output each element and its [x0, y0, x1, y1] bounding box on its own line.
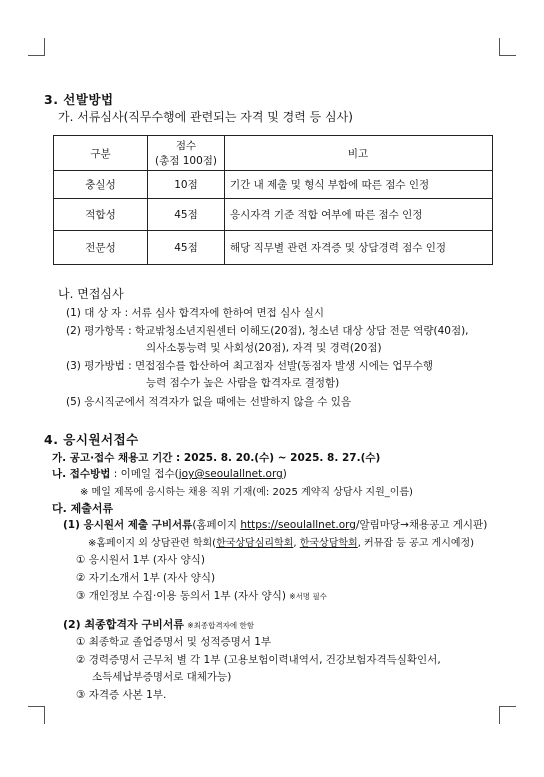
email-subject-note: ※ 메일 제목에 응시하는 채용 직위 기재(예: 2025 계약직 상담사 지원_이름): [80, 487, 413, 498]
final-docs: [63, 616, 254, 632]
row-note: 응시자격 기준 적합 여부에 따른 점수 인정: [225, 199, 493, 231]
submission-method: [52, 466, 287, 481]
table-row: [54, 199, 493, 231]
section-4-title: 4. 응시원서접수: [44, 432, 139, 447]
application-doc-2: ② 자기소개서 1부 (자사 양식): [76, 572, 216, 584]
row-score: 10점: [148, 171, 225, 199]
interview-title: 나. 면접심사: [58, 287, 124, 301]
email-link[interactable]: joy@seoulallnet.org: [178, 468, 283, 480]
section-3-title: 3. 선발방법: [44, 92, 114, 107]
documents-title: 다. 제출서류: [52, 502, 114, 515]
application-docs: [63, 517, 487, 532]
crop-mark-top-left: [44, 38, 45, 56]
application-docs-label: (1) 응시원서 제출 구비서류: [63, 519, 193, 531]
table-header-row: [54, 136, 493, 171]
final-docs-note: ※최종합격자에 한함: [187, 621, 254, 630]
interview-item-2a: (2) 평가항목 : 학교밖청소년지원센터 이해도(20점), 청소년 대상 상담 전문 역량(40점),: [66, 325, 469, 337]
interview-item-5: (5) 응시직군에서 적격자가 없을 때에는 선발하지 않을 수 있음: [66, 396, 352, 408]
interview-item-3a: (3) 평가방법 : 면접점수를 합산하여 최고점자 선발(동점자 발생 시에는 업무수행: [66, 360, 433, 372]
header-score-line1: 점수: [175, 140, 197, 152]
table-row: [54, 231, 493, 265]
final-doc-2a: ② 경력증명서 근무처 별 각 1부 (고용보험이력내역서, 건강보험자격득실확인서,: [76, 654, 441, 666]
submission-method-text: : 이메일 접수(: [110, 468, 179, 480]
crop-mark-bottom-left: [44, 706, 45, 724]
crop-mark-bottom-right: [499, 706, 500, 724]
homepage-suffix: /알림마당→채용공고 게시판): [355, 519, 488, 531]
crop-mark-top-left: [28, 55, 45, 56]
row-score: 45점: [148, 231, 225, 265]
crop-mark-bottom-right: [499, 706, 516, 707]
final-doc-1: ① 최종학교 졸업증명서 및 성적증명서 1부: [76, 636, 272, 648]
row-score: 45점: [148, 199, 225, 231]
application-doc-1: ① 응시원서 1부 (자사 양식): [76, 554, 205, 566]
posting-note-society-2: 한국상담학회: [299, 538, 358, 549]
homepage-link[interactable]: https://seoulallnet.org: [240, 519, 356, 531]
row-category: 충실성: [54, 171, 148, 199]
table-row: [54, 171, 493, 199]
final-docs-label: (2) 최종합격자 구비서류: [63, 618, 185, 631]
crop-mark-top-right: [499, 38, 500, 56]
row-category: 적합성: [54, 199, 148, 231]
signature-required-note: ※서명 필수: [289, 592, 327, 601]
posting-period: 가. 공고·접수 채용고 기간 : 2025. 8. 20.(수) ~ 2025. 8. 27.(수): [52, 452, 381, 464]
posting-note-b: , 커뮤잡 등 공고 게시예정): [357, 538, 475, 549]
submission-method-close: ): [282, 468, 287, 480]
header-score: [148, 136, 225, 171]
row-category: 전문성: [54, 231, 148, 265]
interview-item-1: (1) 대 상 자 : 서류 심사 합격자에 한하여 면접 심사 실시: [66, 307, 324, 319]
crop-mark-bottom-left: [28, 706, 45, 707]
posting-note: [88, 534, 474, 549]
final-doc-3: ③ 자격증 사본 1부.: [76, 689, 167, 701]
header-note: 비고: [225, 136, 493, 171]
posting-note-sep: ,: [293, 538, 300, 549]
criteria-table: [53, 135, 493, 265]
submission-method-label: 나. 접수방법: [52, 468, 111, 480]
row-note: 해당 직무별 관련 자격증 및 상담경력 점수 인정: [225, 231, 493, 265]
application-doc-3: [76, 588, 327, 603]
interview-item-3b: 능력 점수가 높은 사람을 합격자로 결정함): [146, 377, 340, 389]
row-note: 기간 내 제출 및 형식 부합에 따른 점수 인정: [225, 171, 493, 199]
homepage-prefix: (홈페이지: [192, 519, 241, 531]
interview-item-2b: 의사소통능력 및 사회성(20점), 자격 및 경력(20점): [146, 342, 382, 354]
crop-mark-top-right: [499, 55, 516, 56]
posting-note-society-1: 한국상담심리학회: [216, 538, 294, 549]
header-score-line2: (총점 100점): [154, 155, 217, 167]
header-category: 구분: [54, 136, 148, 171]
application-doc-3-text: ③ 개인정보 수집·이용 동의서 1부 (자사 양식): [76, 590, 286, 602]
final-doc-2b: 소득세납부증명서로 대체가능): [92, 671, 232, 683]
document-review-title: 가. 서류심사(직무수행에 관련되는 자격 및 경력 등 심사): [58, 110, 353, 124]
posting-note-a: ※홈페이지 외 상담관련 학회(: [88, 538, 217, 549]
